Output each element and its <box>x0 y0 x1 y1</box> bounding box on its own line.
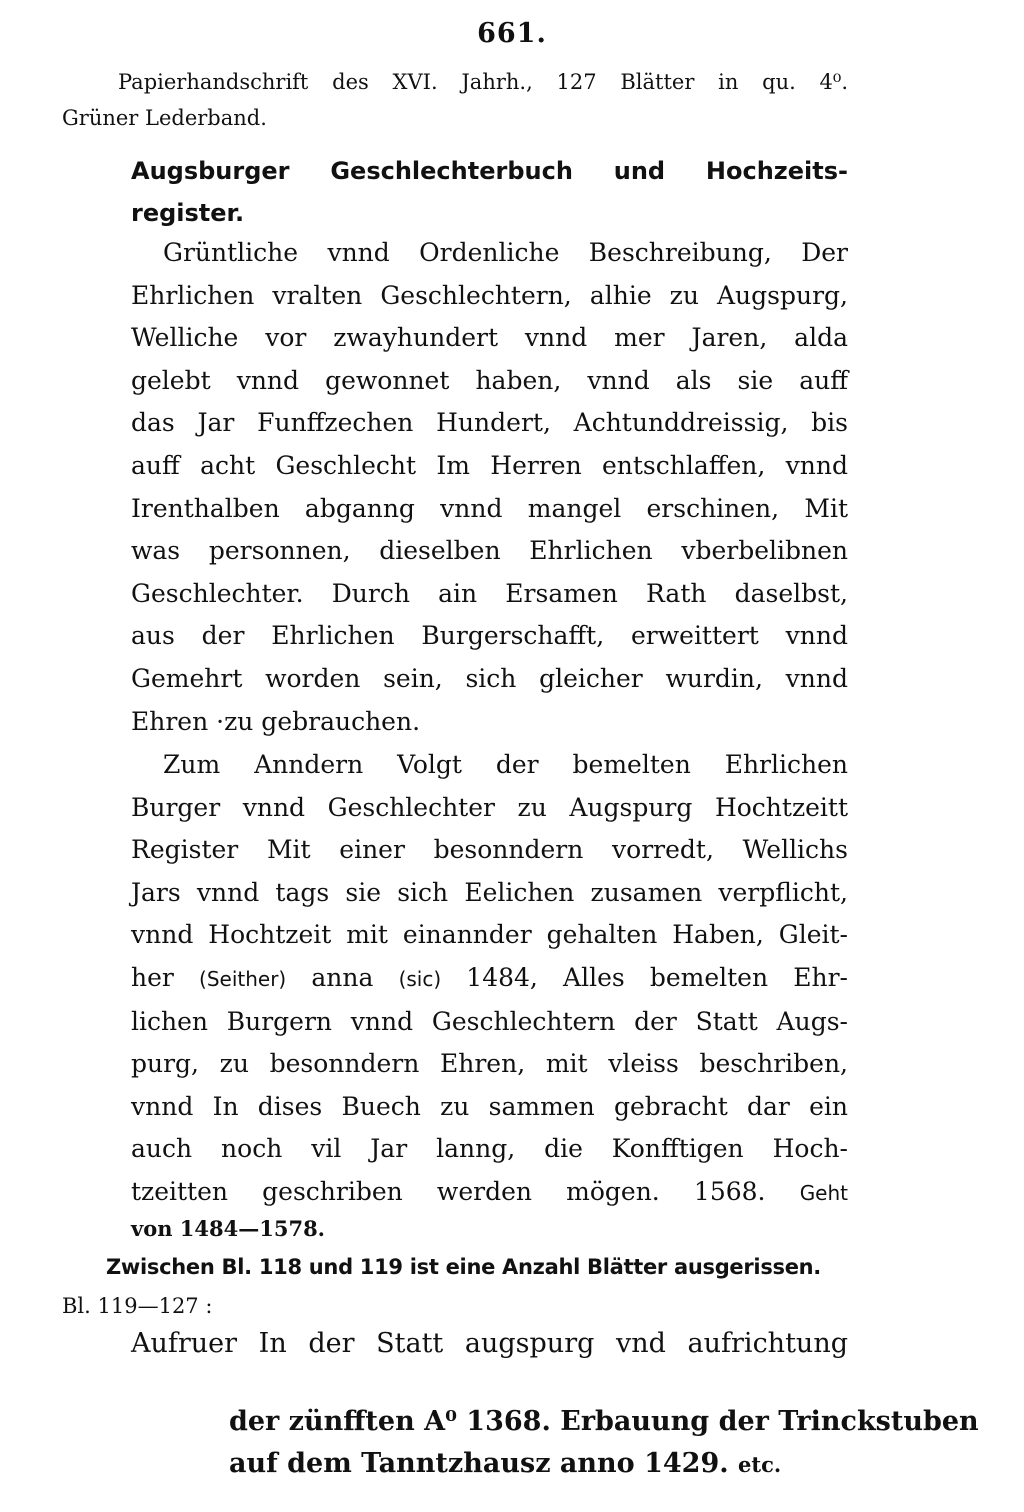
text-line: was personnen, dieselben Ehrlichen vberbelibnen <box>131 536 848 566</box>
text-line: das Jar Funffzechen Hundert, Achtunddreissig, bis <box>131 408 848 438</box>
missing-leaves-note: Zwischen Bl. 118 und 119 ist eine Anzahl Blätter ausgerissen. <box>106 1255 821 1279</box>
manuscript-description: Papierhandschrift des XVI. Jahrh., 127 Blätter in qu. 4⁰. <box>118 70 848 94</box>
entry-title <box>131 150 848 234</box>
second-title-continuation <box>229 1401 979 1486</box>
text-line: aus der Ehrlichen Burgerschafft, erweittert vnnd <box>131 621 848 651</box>
text-line: Jars vnnd tags sie sich Eelichen zusamen verpflicht, <box>131 877 848 907</box>
text-line: Grüntliche vnnd Ordenliche Beschreibung, Der <box>163 238 848 267</box>
text-line: Ehren ·zu gebrauchen. <box>131 706 421 736</box>
text-line: lichen Burgern vnnd Geschlechtern der Statt Augs- <box>131 1006 848 1036</box>
entry-title-line-2: register. <box>131 199 245 227</box>
text-line: vnnd In dises Buech zu sammen gebracht dar ein <box>131 1091 848 1121</box>
text-line: Irenthalben abganng vnnd mangel erschinen, Mit <box>131 493 848 523</box>
editorial-note: (sic) <box>398 966 442 991</box>
text-fragment: etc. <box>738 1452 782 1477</box>
text-line: purg, zu besonndern Ehren, mit vleiss beschriben, <box>131 1049 848 1079</box>
binding-description: Grüner Lederband. <box>62 106 267 130</box>
paragraph-2 <box>131 744 848 1215</box>
text-fragment: auf dem Tanntzhausz anno 1429. <box>229 1448 729 1479</box>
text-line: gelebt vnnd gewonnet haben, vnnd als sie auff <box>131 365 848 395</box>
text-fragment: 1484, Alles bemelten Ehr- <box>466 962 848 992</box>
text-line: Ehrlichen vralten Geschlechtern, alhie zu Augspurg, <box>131 280 848 310</box>
second-title-line-2: der zünfften A⁰ 1368. Erbauung der Trinckstuben <box>229 1406 979 1437</box>
text-line: Gemehrt worden sein, sich gleicher wurdin, vnnd <box>131 663 848 693</box>
text-line: vnnd Hochtzeit mit einannder gehalten Haben, Gleit- <box>131 920 848 950</box>
text-fragment: anna <box>311 962 374 992</box>
text-line: Burger vnnd Geschlechter zu Augspurg Hochtzeitt <box>131 792 848 822</box>
date-range: von 1484—1578. <box>131 1216 325 1241</box>
text-fragment: her <box>131 962 174 992</box>
editorial-note: Geht <box>799 1180 849 1205</box>
editorial-note: (Seither) <box>199 966 287 991</box>
text-fragment: tzeitten geschriben werden mögen. 1568. <box>131 1176 766 1206</box>
text-line-with-note <box>131 1171 848 1215</box>
leaf-range: Bl. 119—127 : <box>62 1294 213 1318</box>
text-line: Register Mit einer besonndern vorredt, Wellichs <box>131 835 848 865</box>
text-line: Zum Anndern Volgt der bemelten Ehrlichen <box>163 750 848 779</box>
second-title-line-3 <box>229 1443 941 1486</box>
text-line-with-notes <box>131 957 848 1001</box>
text-line: Welliche vor zwayhundert vnnd mer Jaren, alda <box>131 323 848 353</box>
second-title-line-1: Aufruer In der Statt augspurg vnd aufrichtung <box>131 1328 848 1359</box>
text-line: auff acht Geschlecht Im Herren entschlaffen, vnnd <box>131 450 848 480</box>
text-line: auch noch vil Jar lanng, die Konfftigen Hoch- <box>131 1134 848 1164</box>
entry-title-line-1: Augsburger Geschlechterbuch und Hochzeits- <box>131 157 848 185</box>
text-line: Geschlechter. Durch ain Ersamen Rath daselbst, <box>131 578 848 608</box>
paragraph-1 <box>131 232 848 743</box>
page-number: 661. <box>477 18 547 49</box>
